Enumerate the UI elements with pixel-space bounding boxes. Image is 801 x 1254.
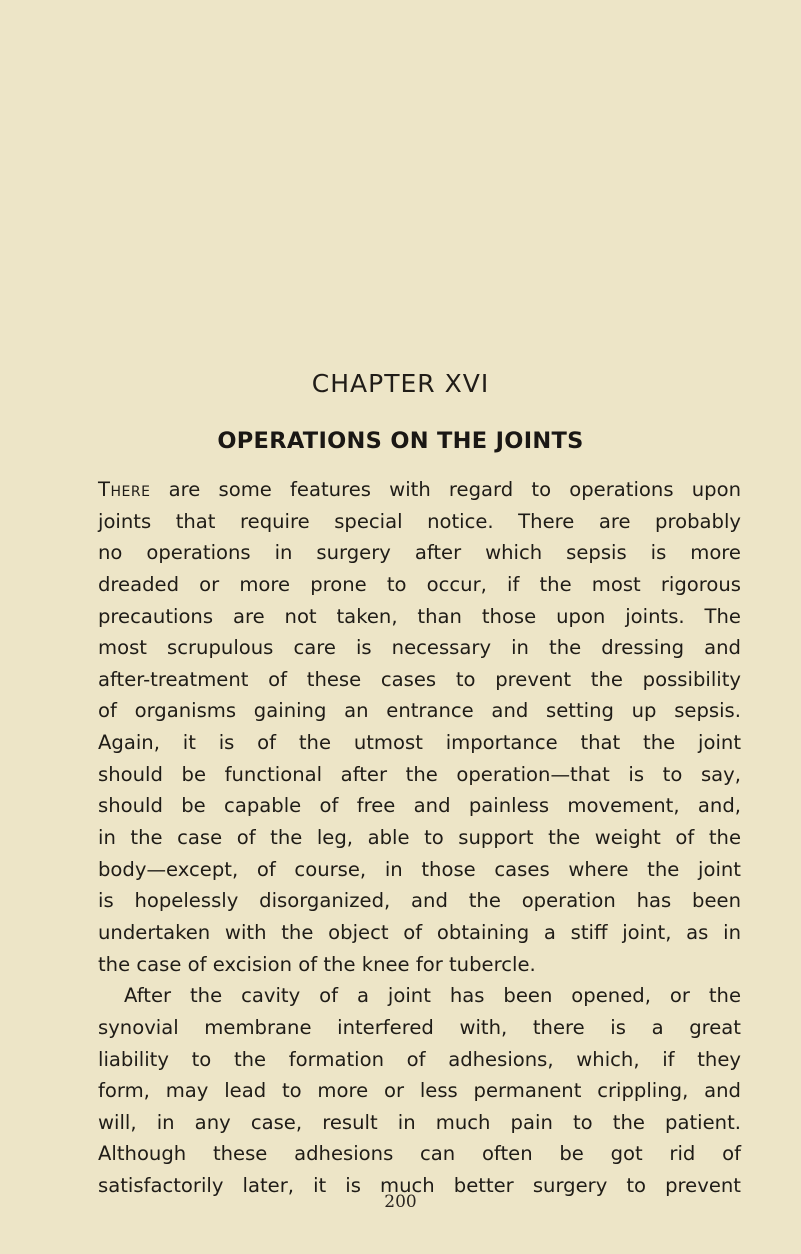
chapter-label: CHAPTER XVI [311,369,490,398]
text-line: synovial membrane interfered with, there is a great [98,1015,741,1039]
text-line: the case of excision of the knee for tubercle. [98,952,536,976]
text-line: After the cavity of a joint has been opened, or the [124,984,741,1008]
text-line: should be functional after the operation—that is to say, [98,762,741,786]
text-line: dreaded or more prone to occur, if the most rigorous [98,572,741,596]
text-line: form, may lead to more or less permanent crippling, and [98,1079,741,1103]
text-line: Although these adhesions can often be got rid of [98,1142,741,1166]
text-line: joints that require special notice. There are probably [98,509,741,533]
page-number: 200 [384,1192,417,1212]
text-line: most scrupulous care is necessary in the dressing and [98,636,741,660]
text-line: Again, it is of the utmost importance that the joint [98,731,741,755]
text-line: undertaken with the object of obtaining a stiff joint, as in [98,920,741,944]
text-line: liability to the formation of adhesions, which, if they [98,1047,741,1071]
text-line: should be capable of free and painless movement, and, [98,794,741,818]
text-line: no operations in surgery after which sepsis is more [98,541,741,565]
text-line: satisfactorily later, it is much better surgery to prevent [98,1174,741,1198]
text-line: in the case of the leg, able to support the weight of the [98,826,741,850]
body-text [98,474,741,1202]
text-line: after-treatment of these cases to prevent the possibility [98,667,741,691]
text-line: of organisms gaining an entrance and setting up sepsis. [98,699,741,723]
paragraph-1 [98,474,741,980]
paragraph-2 [98,980,741,1201]
text-line: will, in any case, result in much pain to the patient. [98,1110,741,1134]
chapter-title: OPERATIONS ON THE JOINTS [217,428,584,454]
lead-word: There [98,478,151,501]
text-line: body—except, of course, in those cases where the joint [98,857,741,881]
text-line: is hopelessly disorganized, and the operation has been [98,889,741,913]
text-line: There are some features with regard to operations upon [98,478,741,501]
text-line: precautions are not taken, than those upon joints. The [98,604,741,628]
